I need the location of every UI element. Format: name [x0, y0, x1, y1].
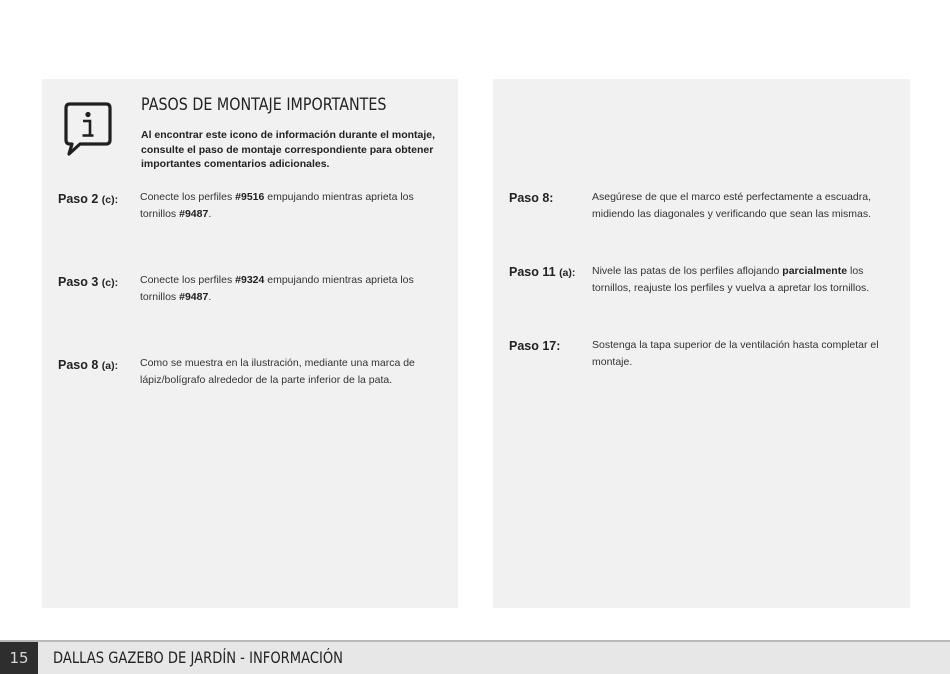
step-text: Asegúrese de que el marco esté perfectamente a escuadra, midiendo las diagonales y verificando que sean las mismas. — [592, 191, 871, 220]
step-text: Sostenga la tapa superior de la ventilación hasta completar el montaje. — [592, 339, 879, 368]
step-text: Conecte los perfiles #9324 empujando mientras aprieta los tornillos #9487. — [140, 274, 414, 303]
right-panel — [493, 79, 910, 608]
step-item — [509, 191, 904, 231]
info-speech-bubble-icon — [62, 100, 114, 158]
step-label: Paso 8: — [509, 191, 554, 205]
step-label: Paso 17: — [509, 339, 561, 353]
info-description: Al encontrar este icono de información durante el montaje, consulte el paso de montaje correspondiente para obtener importantes comentarios adicionales. — [141, 129, 436, 170]
info-title: PASOS DE MONTAJE IMPORTANTES — [141, 95, 387, 115]
step-text: Nivele las patas de los perfiles aflojando parcialmente los tornillos, reajuste los perfiles y vuelva a apretar los tornillos. — [592, 265, 870, 294]
step-label: Paso 2 (c): — [58, 192, 119, 206]
page-number: 15 — [0, 642, 38, 674]
step-text: Conecte los perfiles #9516 empujando mientras aprieta los tornillos #9487. — [140, 191, 414, 220]
left-panel — [42, 79, 458, 608]
step-item — [509, 339, 904, 379]
step-item — [58, 192, 453, 232]
step-label: Paso 3 (c): — [58, 275, 119, 289]
step-item — [58, 358, 453, 398]
step-text: Como se muestra en la ilustración, mediante una marca de lápiz/bolígrafo alrededor de la parte inferior de la pata. — [140, 357, 415, 386]
step-label: Paso 8 (a): — [58, 358, 119, 372]
step-item — [509, 265, 904, 305]
page-footer — [0, 640, 950, 674]
step-label: Paso 11 (a): — [509, 265, 576, 279]
footer-title: DALLAS GAZEBO DE JARDÍN - INFORMACIÓN — [53, 648, 343, 667]
step-item — [58, 275, 453, 315]
